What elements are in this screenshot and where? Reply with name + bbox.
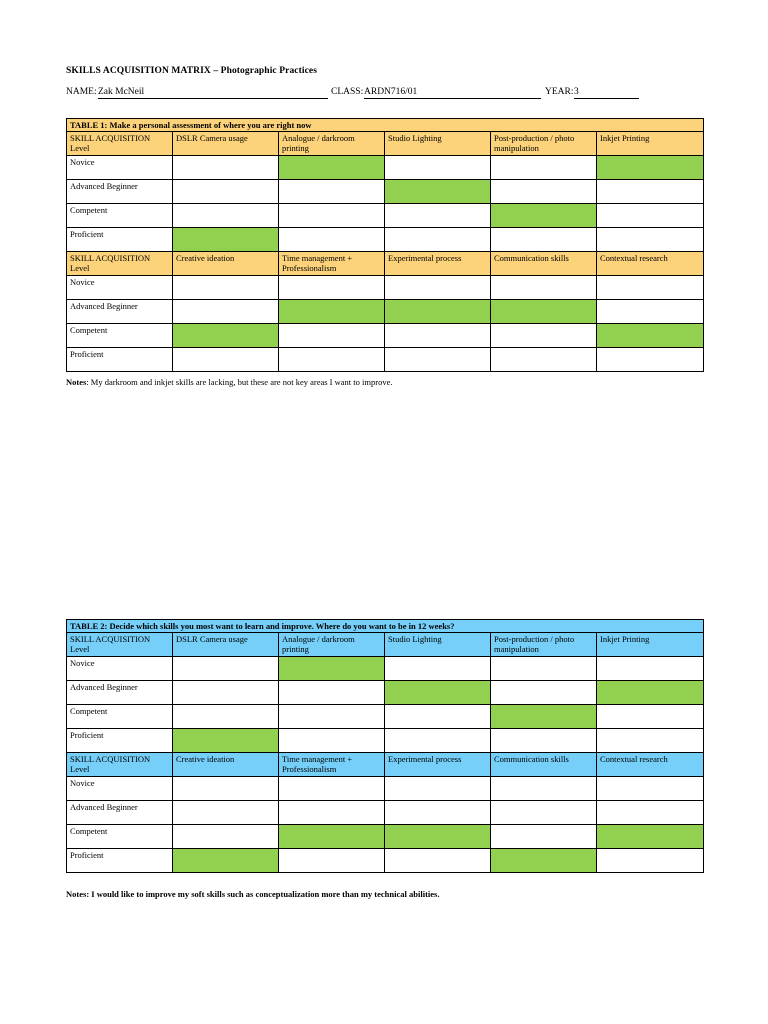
table1-skill-header: DSLR Camera usage: [173, 132, 279, 156]
table2-cell: [279, 681, 385, 705]
table1-cell: [173, 156, 279, 180]
table1-cell: [385, 324, 491, 348]
table2-level-label: Advanced Beginner: [67, 801, 173, 825]
table2-cell: [173, 681, 279, 705]
table1-cell-selected: [173, 228, 279, 252]
name-label: NAME:: [66, 87, 97, 97]
table2-cell-selected: [279, 657, 385, 681]
table2-caption: TABLE 2: Decide which skills you most want to learn and improve. Where do you want to be in 12 weeks?: [67, 620, 704, 633]
table2-matrix: [66, 619, 704, 873]
table2-skill-header: Analogue / darkroom printing: [279, 633, 385, 657]
table1-cell: [491, 156, 597, 180]
table1-cell: [385, 204, 491, 228]
table2-caption-row: [67, 620, 704, 633]
table2-header-row-a: [67, 633, 704, 657]
table2-cell: [173, 825, 279, 849]
table2-cell: [279, 801, 385, 825]
table1-cell: [491, 324, 597, 348]
table1-cell: [597, 180, 704, 204]
table2-cell: [173, 801, 279, 825]
table2-cell-selected: [597, 681, 704, 705]
table1-skill-header: Communication skills: [491, 252, 597, 276]
table2-cell: [491, 681, 597, 705]
table1-cell: [491, 276, 597, 300]
table1-cell-selected: [279, 156, 385, 180]
table1-cell: [597, 228, 704, 252]
document-title: SKILLS ACQUISITION MATRIX – Photographic Practices: [66, 66, 318, 76]
table2-level-label: Competent: [67, 705, 173, 729]
table2-notes-label: Notes: [66, 889, 87, 899]
table2-cell-selected: [385, 825, 491, 849]
table1-cell-selected: [385, 300, 491, 324]
table2-skill-header: Creative ideation: [173, 753, 279, 777]
table2-level-label: Advanced Beginner: [67, 681, 173, 705]
table1-level-header: SKILL ACQUISITION Level: [67, 252, 173, 276]
table2-skill-header: Inkjet Printing: [597, 633, 704, 657]
table1-notes-label: Notes: [66, 377, 87, 387]
table1-cell-selected: [597, 324, 704, 348]
table1-caption: TABLE 1: Make a personal assessment of where you are right now: [67, 119, 704, 132]
table1-cell: [597, 276, 704, 300]
table2-level-row: [67, 657, 704, 681]
name-value: Zak McNeil: [98, 87, 328, 99]
table1-level-row: [67, 324, 704, 348]
table1-level-label: Competent: [67, 204, 173, 228]
table1-cell: [597, 300, 704, 324]
table1-level-row: [67, 348, 704, 372]
table2-cell: [385, 705, 491, 729]
table2-cell: [385, 729, 491, 753]
table1-cell-selected: [597, 156, 704, 180]
table1-matrix: [66, 118, 704, 372]
table1-notes: [66, 377, 392, 387]
table2-cell: [279, 729, 385, 753]
table1-cell-selected: [173, 324, 279, 348]
table2-cell: [491, 777, 597, 801]
table2-cell-selected: [491, 705, 597, 729]
table2-cell: [173, 705, 279, 729]
table1-cell: [279, 276, 385, 300]
table2-notes-text: : I would like to improve my soft skills such as conceptualization more than my technical abilities.: [86, 889, 440, 899]
table1-level-row: [67, 180, 704, 204]
table1-cell: [173, 276, 279, 300]
table1-level-label: Proficient: [67, 348, 173, 372]
table1-level-row: [67, 156, 704, 180]
table1-cell: [491, 348, 597, 372]
table1-cell: [279, 204, 385, 228]
table2-skill-header: Time management + Professionalism: [279, 753, 385, 777]
table2-cell: [597, 657, 704, 681]
table1-cell: [491, 180, 597, 204]
table2-cell: [491, 801, 597, 825]
table2-skill-header: DSLR Camera usage: [173, 633, 279, 657]
table1-skill-header: Studio Lighting: [385, 132, 491, 156]
table2-cell: [173, 777, 279, 801]
table1-skill-header: Contextual research: [597, 252, 704, 276]
table1-header-row-b: [67, 252, 704, 276]
table1-notes-text: : My darkroom and inkjet skills are lacking, but these are not key areas I want to improve.: [86, 377, 393, 387]
table1-skill-header: Experimental process: [385, 252, 491, 276]
table2-header-row-b: [67, 753, 704, 777]
table1-level-row: [67, 300, 704, 324]
table2-cell: [597, 777, 704, 801]
table2-skill-header: Experimental process: [385, 753, 491, 777]
table1-header-row-a: [67, 132, 704, 156]
table2-cell-selected: [385, 681, 491, 705]
class-label: CLASS:: [331, 87, 364, 97]
table2-cell: [385, 801, 491, 825]
table1-cell-selected: [279, 300, 385, 324]
table2-notes: [66, 889, 439, 899]
table2-cell: [279, 705, 385, 729]
table1-cell: [279, 180, 385, 204]
class-value: ARDN716/01: [364, 87, 541, 99]
table2-cell-selected: [173, 849, 279, 873]
table1-skill-header: Inkjet Printing: [597, 132, 704, 156]
table1-cell: [385, 228, 491, 252]
table1-cell: [597, 204, 704, 228]
table1-skill-header: Creative ideation: [173, 252, 279, 276]
table2-level-row: [67, 849, 704, 873]
table1-level-label: Advanced Beginner: [67, 300, 173, 324]
table2-cell: [597, 729, 704, 753]
table2-level-label: Competent: [67, 825, 173, 849]
table1-cell: [173, 348, 279, 372]
table2-cell: [597, 849, 704, 873]
table1-cell: [173, 180, 279, 204]
table1-cell: [385, 156, 491, 180]
table2-cell: [597, 705, 704, 729]
table1-level-row: [67, 204, 704, 228]
table2-level-header: SKILL ACQUISITION Level: [67, 753, 173, 777]
table2-skill-header: Post-production / photo manipulation: [491, 633, 597, 657]
table1-cell-selected: [491, 300, 597, 324]
table1-level-header: SKILL ACQUISITION Level: [67, 132, 173, 156]
table2-level-label: Proficient: [67, 729, 173, 753]
table1-level-label: Competent: [67, 324, 173, 348]
table1-cell: [279, 228, 385, 252]
table1-level-label: Advanced Beginner: [67, 180, 173, 204]
table2-skill-header: Studio Lighting: [385, 633, 491, 657]
table2-cell-selected: [597, 825, 704, 849]
table2-cell: [279, 849, 385, 873]
table2-level-row: [67, 777, 704, 801]
table1-cell: [173, 300, 279, 324]
table1-caption-row: [67, 119, 704, 132]
table1-level-row: [67, 228, 704, 252]
table2-skill-header: Contextual research: [597, 753, 704, 777]
table2-cell: [491, 825, 597, 849]
table2-level-row: [67, 825, 704, 849]
table2-skill-header: Communication skills: [491, 753, 597, 777]
year-value: 3: [574, 87, 639, 99]
table1-cell: [279, 324, 385, 348]
table2-level-row: [67, 681, 704, 705]
table2-cell-selected: [173, 729, 279, 753]
table1-level-label: Novice: [67, 276, 173, 300]
table1-skill-header: Time management + Professionalism: [279, 252, 385, 276]
table2-level-row: [67, 705, 704, 729]
table1-cell: [491, 228, 597, 252]
table2-level-label: Proficient: [67, 849, 173, 873]
table1-cell-selected: [491, 204, 597, 228]
table2-cell: [491, 729, 597, 753]
table2-cell-selected: [491, 849, 597, 873]
table2-cell: [173, 657, 279, 681]
table2-cell: [385, 777, 491, 801]
table1-cell: [385, 348, 491, 372]
table2-level-label: Novice: [67, 777, 173, 801]
table2-level-row: [67, 729, 704, 753]
table1-skill-header: Analogue / darkroom printing: [279, 132, 385, 156]
table1-level-label: Proficient: [67, 228, 173, 252]
table2-cell: [491, 657, 597, 681]
table1-cell: [385, 276, 491, 300]
table2-cell: [385, 657, 491, 681]
table2-cell: [385, 849, 491, 873]
table2-cell: [279, 777, 385, 801]
table1-level-row: [67, 276, 704, 300]
table2-cell-selected: [279, 825, 385, 849]
table2-level-header: SKILL ACQUISITION Level: [67, 633, 173, 657]
table2-level-label: Novice: [67, 657, 173, 681]
table1-skill-header: Post-production / photo manipulation: [491, 132, 597, 156]
table2-level-row: [67, 801, 704, 825]
table1-level-label: Novice: [67, 156, 173, 180]
table1-cell: [279, 348, 385, 372]
table1-cell: [597, 348, 704, 372]
table1-cell-selected: [385, 180, 491, 204]
table1-cell: [173, 204, 279, 228]
table2-cell: [597, 801, 704, 825]
year-label: YEAR:: [545, 87, 574, 97]
